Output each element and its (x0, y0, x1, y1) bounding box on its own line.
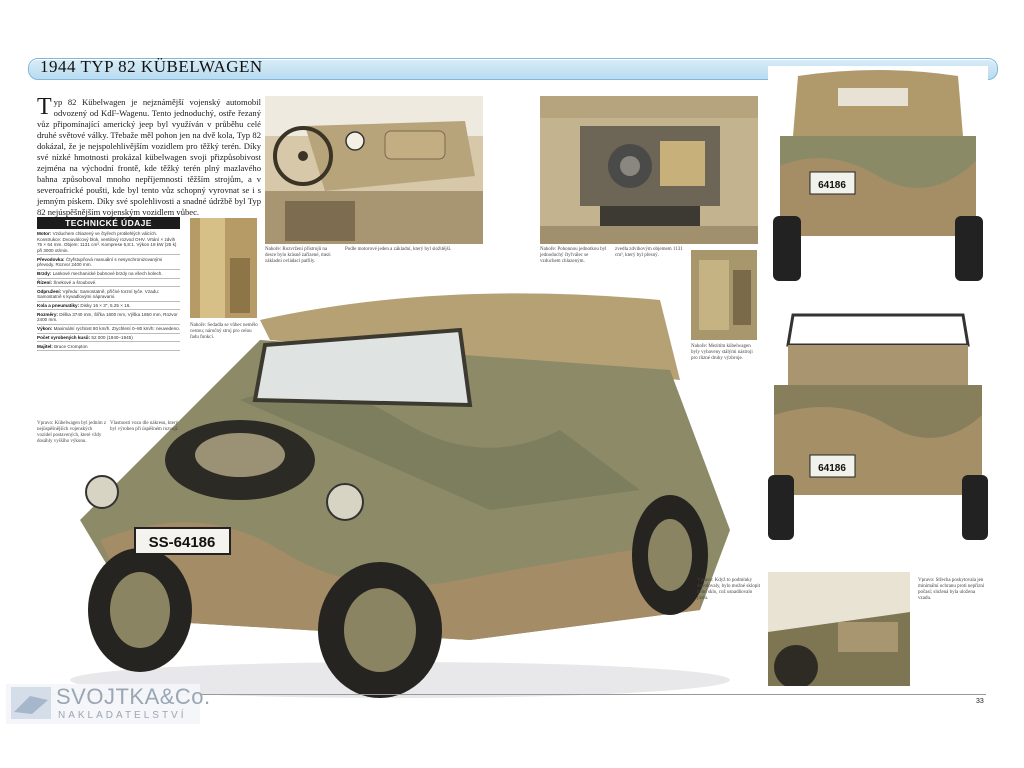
tech-row-text: Délka 3740 mm, Šířka 1600 mm, Výška 1650 mm, Rozvor 2400 mm. (37, 311, 178, 323)
tech-row-label: Rozměry: (37, 311, 58, 317)
tech-row-text: Maximální rychlost 80 km/h. Zrychlení 0–80 km/h: neuvedeno. (53, 326, 180, 332)
page-number: 33 (976, 698, 984, 705)
tech-row-label: Odpružení: (37, 288, 62, 294)
tech-row-text: Šnekové a šroubové. (53, 279, 97, 285)
tech-row-text: Lankové mechanické bubnové brzdy na všech kolech. (52, 270, 163, 276)
caption-lower-left: Vpravo: Kübelwagen byl jedním z nejúspěšnějších vojenských vozidel postavených, které vždy dosáhly vyššího výkonu. (37, 421, 107, 444)
drop-cap: T (37, 94, 52, 120)
rear-open-photo (768, 305, 988, 545)
caption-engine-2: zvedla zdvihovým objemem 1131 cm³, který byl přesný. (615, 247, 683, 258)
intro-paragraph (37, 94, 261, 218)
front-plate: SS-64186 (148, 534, 216, 551)
intro-text: yp 82 Kübelwagen je nejznámější vojenský automobil odvozený od KdF-Wagenu. Tento jednoduchý, ostře řezaný vůz připomínající americký jeep byl využíván v průběhu celé druhé světové války. Třebaže měl pohon jen na dvě kola, Typ 82 dokázal, že je nejspolehlivějším vozidlem pro těžký terén. Díky své nízké hmotnosti prokázal kübelwagen svoji přizpůsobivost zejména na východní frontě, kde těžký terén plný mazlavého bahna způsoboval mnoho nepříjemností těžším strojům, a v severoafrické poušti, kde byl tento vůz schopný vyrovnat se i s jemným pískem. Díky své spolehlivosti a snadné údržbě byl Typ 82 nejúspěšnějším vojenským vozidlem vůbec. (37, 97, 261, 217)
tech-heading: TECHNICKÉ ÚDAJE (37, 217, 180, 229)
dashboard-photo (265, 96, 483, 244)
tech-row-label: Převodovka: (37, 256, 65, 262)
caption-seat: Nahoře: Sedadla se vůbec nemělo cestou; náročný stroj pro celou řadu funkcí. (190, 323, 258, 340)
cockpit-photo (768, 572, 910, 686)
tech-row-label: Kola a pneumatiky: (37, 302, 80, 308)
tech-row-text: Disky 16 × 3", 5.25 × 16. (80, 302, 131, 308)
tech-row-label: Výkon: (37, 326, 53, 332)
tech-row (37, 231, 180, 255)
caption-storage: Nahoře: Mezitím kübelwagen byly vybaveny stálými nástroji pro různé druhy výzbroje. (691, 344, 753, 361)
tech-row-label: Motor: (37, 231, 52, 236)
rear-plate: 64186 (818, 180, 846, 191)
publisher-name: SVOJTKA&Co. (56, 684, 211, 709)
tech-row-label: Řízení: (37, 279, 53, 285)
tech-row-label: Majitel: (37, 343, 53, 349)
tech-row (37, 271, 180, 279)
publisher-emblem-icon (10, 686, 52, 720)
caption-dashboard: Nahoře: Rozvržení přístrojů na desce bylo krásně zařízené, mezi základní ovládací patřily. (265, 247, 331, 264)
tech-row-label: Počet vyrobených kusů: (37, 334, 91, 340)
rear-view-photo (768, 66, 988, 284)
tech-row-text: Vzduchem chlazený ve čtyřech protilehlých válcích. Konstrukce: Dvouválcový blok, ventilový rozvod OHV. Vrtání × zdvih 75 × 64 mm. Objem: 1131 cm³. Komprese 5,8:1. Výkon 18 kW (25 k) při 3000 ot/min. (37, 231, 177, 253)
tech-row-text: Bruce Crompton (54, 343, 88, 349)
caption-lower-right: Vpravo: Když to podmínky dovolovaly, bylo možné sklopit čelní sklo, což usnadňovalo jízdu. (697, 578, 761, 601)
engine-photo (540, 96, 758, 244)
tech-row-text: Čtyřstupňová manuální s nesynchronizovanými převody. Rozvor 2400 mm. (37, 256, 163, 268)
caption-dashboard-2: Podle motorové jeden a základní, který byl složitější. (345, 247, 452, 252)
caption-lower-left-2: Vlastnosti vozu dle nákresu, který byl výroben při úspěšném rozvoji. (110, 421, 179, 432)
page-title: 1944 TYP 82 KÜBELWAGEN (40, 57, 263, 76)
publisher-subtitle: NAKLADATELSTVÍ (58, 710, 187, 721)
caption-engine: Nahoře: Pohonnou jednotkou byl jednoduchý čtyřválec se vzduchem chlazeným. (540, 247, 607, 264)
rear-plate-2: 64186 (818, 463, 846, 474)
kubelwagen-main-image (40, 280, 740, 700)
caption-bottom-right: Vpravo: Střecha poskytovala jen minimální ochranu proti nepřízni počasí; složená byla uložena vzadu. (918, 578, 985, 601)
tech-row-text: Vpředu: Samostatně, příčné torzní tyče. Vzadu: Samostatně s kyvadlovými nápravami. (37, 288, 160, 300)
tech-row (37, 257, 180, 270)
tech-row-label: Brzdy: (37, 270, 52, 276)
tech-row-text: 52 000 (1940–1945) (91, 334, 133, 340)
